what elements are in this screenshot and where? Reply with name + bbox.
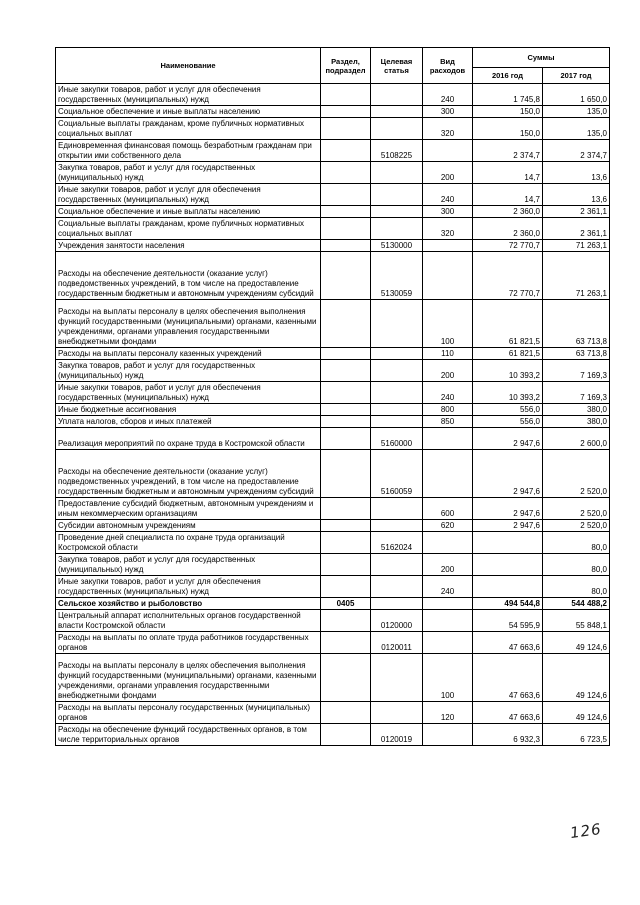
row-sum-2016: 150,0 <box>473 106 543 118</box>
row-sum-2016: 47 663,6 <box>473 632 543 654</box>
row-expense-type <box>423 724 473 746</box>
row-sum-2017: 6 723,5 <box>543 724 610 746</box>
row-article: 5160000 <box>371 428 423 450</box>
row-sum-2017: 13,6 <box>543 184 610 206</box>
row-section <box>321 520 371 532</box>
row-sum-2016 <box>473 554 543 576</box>
row-sum-2017: 71 263,1 <box>543 240 610 252</box>
row-expense-type: 100 <box>423 300 473 348</box>
row-sum-2016: 10 393,2 <box>473 382 543 404</box>
row-expense-type: 240 <box>423 576 473 598</box>
row-sum-2016: 14,7 <box>473 184 543 206</box>
row-sum-2017: 7 169,3 <box>543 360 610 382</box>
row-article <box>371 184 423 206</box>
table-row <box>56 702 610 724</box>
row-sum-2017: 1 650,0 <box>543 84 610 106</box>
row-sum-2017: 63 713,8 <box>543 300 610 348</box>
row-sum-2016: 61 821,5 <box>473 300 543 348</box>
table-row <box>56 162 610 184</box>
row-expense-type: 300 <box>423 206 473 218</box>
row-expense-type <box>423 140 473 162</box>
row-name: Проведение дней специалиста по охране труда организаций Костромской области <box>56 532 321 554</box>
row-expense-type: 110 <box>423 348 473 360</box>
row-name: Предоставление субсидий бюджетным, автономным учреждениям и иным некоммерческим организациям <box>56 498 321 520</box>
header-section: Раздел, подраздел <box>321 48 371 84</box>
row-section <box>321 184 371 206</box>
row-name: Социальное обеспечение и иные выплаты населению <box>56 106 321 118</box>
row-article: 0120019 <box>371 724 423 746</box>
row-section <box>321 416 371 428</box>
row-name: Субсидии автономным учреждениям <box>56 520 321 532</box>
row-name: Расходы на выплаты персоналу в целях обеспечения выполнения функций государственными (муниципальными) органами, казенными учреждениями, органами управления государственными внебюджетными фондами <box>56 654 321 702</box>
row-sum-2017: 7 169,3 <box>543 382 610 404</box>
row-expense-type: 320 <box>423 118 473 140</box>
row-sum-2016: 6 932,3 <box>473 724 543 746</box>
row-article: 5130059 <box>371 252 423 300</box>
row-name: Единовременная финансовая помощь безработным гражданам при открытии ими собственного дела <box>56 140 321 162</box>
row-article <box>371 576 423 598</box>
row-section <box>321 206 371 218</box>
table-row <box>56 428 610 450</box>
header-year-2016: 2016 год <box>473 68 543 84</box>
table-row <box>56 416 610 428</box>
row-expense-type: 200 <box>423 162 473 184</box>
row-name: Социальные выплаты гражданам, кроме публичных нормативных социальных выплат <box>56 118 321 140</box>
row-sum-2016: 10 393,2 <box>473 360 543 382</box>
row-sum-2017: 2 520,0 <box>543 498 610 520</box>
table-row <box>56 724 610 746</box>
row-name: Расходы на выплаты по оплате труда работников государственных органов <box>56 632 321 654</box>
row-sum-2016: 2 947,6 <box>473 428 543 450</box>
row-sum-2017: 63 713,8 <box>543 348 610 360</box>
row-expense-type <box>423 610 473 632</box>
row-sum-2017: 2 520,0 <box>543 520 610 532</box>
row-article <box>371 360 423 382</box>
row-name: Социальные выплаты гражданам, кроме публичных нормативных социальных выплат <box>56 218 321 240</box>
row-article: 5108225 <box>371 140 423 162</box>
row-section <box>321 106 371 118</box>
row-sum-2017: 80,0 <box>543 532 610 554</box>
row-article <box>371 498 423 520</box>
row-expense-type: 200 <box>423 554 473 576</box>
row-sum-2017: 380,0 <box>543 416 610 428</box>
row-sum-2017: 135,0 <box>543 118 610 140</box>
row-expense-type <box>423 532 473 554</box>
table-row <box>56 218 610 240</box>
row-expense-type: 620 <box>423 520 473 532</box>
row-expense-type <box>423 428 473 450</box>
row-sum-2016: 54 595,9 <box>473 610 543 632</box>
row-expense-type: 850 <box>423 416 473 428</box>
row-article <box>371 348 423 360</box>
table-row <box>56 404 610 416</box>
page-number: 126 <box>568 819 603 843</box>
row-sum-2017: 2 361,1 <box>543 218 610 240</box>
row-section <box>321 576 371 598</box>
table-row <box>56 118 610 140</box>
row-sum-2016: 2 947,6 <box>473 520 543 532</box>
row-sum-2017: 2 600,0 <box>543 428 610 450</box>
row-sum-2017: 2 520,0 <box>543 450 610 498</box>
row-name: Социальное обеспечение и иные выплаты населению <box>56 206 321 218</box>
row-section <box>321 450 371 498</box>
row-sum-2016: 556,0 <box>473 404 543 416</box>
row-sum-2016: 2 360,0 <box>473 218 543 240</box>
row-article <box>371 520 423 532</box>
row-sum-2016: 2 374,7 <box>473 140 543 162</box>
row-article <box>371 206 423 218</box>
row-sum-2017: 135,0 <box>543 106 610 118</box>
row-sum-2016: 61 821,5 <box>473 348 543 360</box>
row-expense-type <box>423 598 473 610</box>
row-name: Закупка товаров, работ и услуг для государственных (муниципальных) нужд <box>56 554 321 576</box>
row-expense-type <box>423 240 473 252</box>
row-sum-2016: 2 947,6 <box>473 498 543 520</box>
budget-table-container <box>55 47 609 746</box>
row-name: Уплата налогов, сборов и иных платежей <box>56 416 321 428</box>
row-name: Иные закупки товаров, работ и услуг для обеспечения государственных (муниципальных) нужд <box>56 84 321 106</box>
row-section <box>321 498 371 520</box>
table-row <box>56 654 610 702</box>
row-article: 0120000 <box>371 610 423 632</box>
table-row <box>56 106 610 118</box>
row-article <box>371 218 423 240</box>
row-section <box>321 632 371 654</box>
row-expense-type: 240 <box>423 382 473 404</box>
row-name: Реализация мероприятий по охране труда в Костромской области <box>56 428 321 450</box>
row-sum-2016: 494 544,8 <box>473 598 543 610</box>
table-row <box>56 184 610 206</box>
row-section <box>321 348 371 360</box>
row-sum-2016: 2 360,0 <box>473 206 543 218</box>
header-year-2017: 2017 год <box>543 68 610 84</box>
row-expense-type: 240 <box>423 84 473 106</box>
row-sum-2017: 380,0 <box>543 404 610 416</box>
row-sum-2016 <box>473 532 543 554</box>
table-row <box>56 84 610 106</box>
row-expense-type: 100 <box>423 654 473 702</box>
table-row <box>56 382 610 404</box>
row-section <box>321 404 371 416</box>
row-expense-type: 600 <box>423 498 473 520</box>
row-name: Центральный аппарат исполнительных органов государственной власти Костромской области <box>56 610 321 632</box>
row-section <box>321 118 371 140</box>
row-name: Сельское хозяйство и рыболовство <box>56 598 321 610</box>
row-name: Закупка товаров, работ и услуг для государственных (муниципальных) нужд <box>56 360 321 382</box>
row-expense-type <box>423 632 473 654</box>
row-section <box>321 724 371 746</box>
row-sum-2016 <box>473 576 543 598</box>
row-expense-type: 300 <box>423 106 473 118</box>
row-article <box>371 554 423 576</box>
row-article: 5130000 <box>371 240 423 252</box>
row-name: Иные бюджетные ассигнования <box>56 404 321 416</box>
table-row <box>56 140 610 162</box>
row-article <box>371 598 423 610</box>
row-section <box>321 240 371 252</box>
row-section <box>321 218 371 240</box>
row-section <box>321 84 371 106</box>
row-name: Расходы на обеспечение функций государственных органов, в том числе территориальных органов <box>56 724 321 746</box>
row-sum-2017: 49 124,6 <box>543 654 610 702</box>
header-name: Наименование <box>56 48 321 84</box>
table-row <box>56 252 610 300</box>
row-article <box>371 416 423 428</box>
header-article: Целевая статья <box>371 48 423 84</box>
row-section <box>321 300 371 348</box>
row-article <box>371 162 423 184</box>
row-name: Расходы на выплаты персоналу государственных (муниципальных) органов <box>56 702 321 724</box>
table-row <box>56 450 610 498</box>
row-section <box>321 382 371 404</box>
row-sum-2017: 80,0 <box>543 554 610 576</box>
table-row <box>56 632 610 654</box>
row-section <box>321 162 371 184</box>
row-expense-type: 200 <box>423 360 473 382</box>
header-sums: Суммы <box>473 48 610 68</box>
row-sum-2016: 47 663,6 <box>473 654 543 702</box>
row-article <box>371 404 423 416</box>
row-name: Расходы на выплаты персоналу казенных учреждений <box>56 348 321 360</box>
row-sum-2017: 2 374,7 <box>543 140 610 162</box>
row-name: Иные закупки товаров, работ и услуг для обеспечения государственных (муниципальных) нужд <box>56 184 321 206</box>
row-section <box>321 428 371 450</box>
row-article: 5160059 <box>371 450 423 498</box>
table-row <box>56 498 610 520</box>
row-sum-2017: 71 263,1 <box>543 252 610 300</box>
row-sum-2016: 1 745,8 <box>473 84 543 106</box>
row-sum-2016: 72 770,7 <box>473 252 543 300</box>
row-name: Иные закупки товаров, работ и услуг для обеспечения государственных (муниципальных) нужд <box>56 382 321 404</box>
row-section <box>321 532 371 554</box>
header-expense-type: Вид расходов <box>423 48 473 84</box>
table-row <box>56 520 610 532</box>
row-expense-type: 800 <box>423 404 473 416</box>
row-sum-2017: 13,6 <box>543 162 610 184</box>
table-row <box>56 598 610 610</box>
row-article <box>371 300 423 348</box>
row-name: Расходы на обеспечение деятельности (оказание услуг) подведомственных учреждений, в том числе на предоставление государственным бюджетным и автономным учреждениям субсидий <box>56 450 321 498</box>
row-section <box>321 610 371 632</box>
row-name: Расходы на выплаты персоналу в целях обеспечения выполнения функций государственными (муниципальными) органами, казенными учреждениями, органами управления государственными внебюджетными фондами <box>56 300 321 348</box>
row-name: Расходы на обеспечение деятельности (оказание услуг) подведомственных учреждений, в том числе на предоставление государственным бюджетным и автономным учреждениям субсидий <box>56 252 321 300</box>
table-row <box>56 554 610 576</box>
row-sum-2017: 80,0 <box>543 576 610 598</box>
row-article <box>371 118 423 140</box>
table-row <box>56 360 610 382</box>
row-section <box>321 702 371 724</box>
row-article <box>371 382 423 404</box>
table-row <box>56 576 610 598</box>
row-name: Учреждения занятости населения <box>56 240 321 252</box>
row-article: 5162024 <box>371 532 423 554</box>
row-article <box>371 702 423 724</box>
row-sum-2016: 150,0 <box>473 118 543 140</box>
row-sum-2017: 55 848,1 <box>543 610 610 632</box>
table-row <box>56 610 610 632</box>
table-row <box>56 300 610 348</box>
budget-table <box>55 47 610 746</box>
row-expense-type: 240 <box>423 184 473 206</box>
row-section <box>321 654 371 702</box>
row-expense-type <box>423 450 473 498</box>
row-sum-2017: 2 361,1 <box>543 206 610 218</box>
row-article: 0120011 <box>371 632 423 654</box>
row-article <box>371 106 423 118</box>
table-row <box>56 532 610 554</box>
row-sum-2016: 556,0 <box>473 416 543 428</box>
row-expense-type <box>423 252 473 300</box>
row-sum-2017: 49 124,6 <box>543 632 610 654</box>
row-sum-2016: 2 947,6 <box>473 450 543 498</box>
row-article <box>371 84 423 106</box>
row-section <box>321 360 371 382</box>
table-row <box>56 240 610 252</box>
row-section: 0405 <box>321 598 371 610</box>
row-expense-type: 120 <box>423 702 473 724</box>
table-row <box>56 348 610 360</box>
table-row <box>56 206 610 218</box>
row-sum-2016: 14,7 <box>473 162 543 184</box>
row-section <box>321 554 371 576</box>
row-section <box>321 252 371 300</box>
row-sum-2016: 47 663,6 <box>473 702 543 724</box>
row-name: Иные закупки товаров, работ и услуг для обеспечения государственных (муниципальных) нужд <box>56 576 321 598</box>
row-article <box>371 654 423 702</box>
row-section <box>321 140 371 162</box>
row-sum-2017: 49 124,6 <box>543 702 610 724</box>
row-expense-type: 320 <box>423 218 473 240</box>
row-sum-2016: 72 770,7 <box>473 240 543 252</box>
row-name: Закупка товаров, работ и услуг для государственных (муниципальных) нужд <box>56 162 321 184</box>
row-sum-2017: 544 488,2 <box>543 598 610 610</box>
